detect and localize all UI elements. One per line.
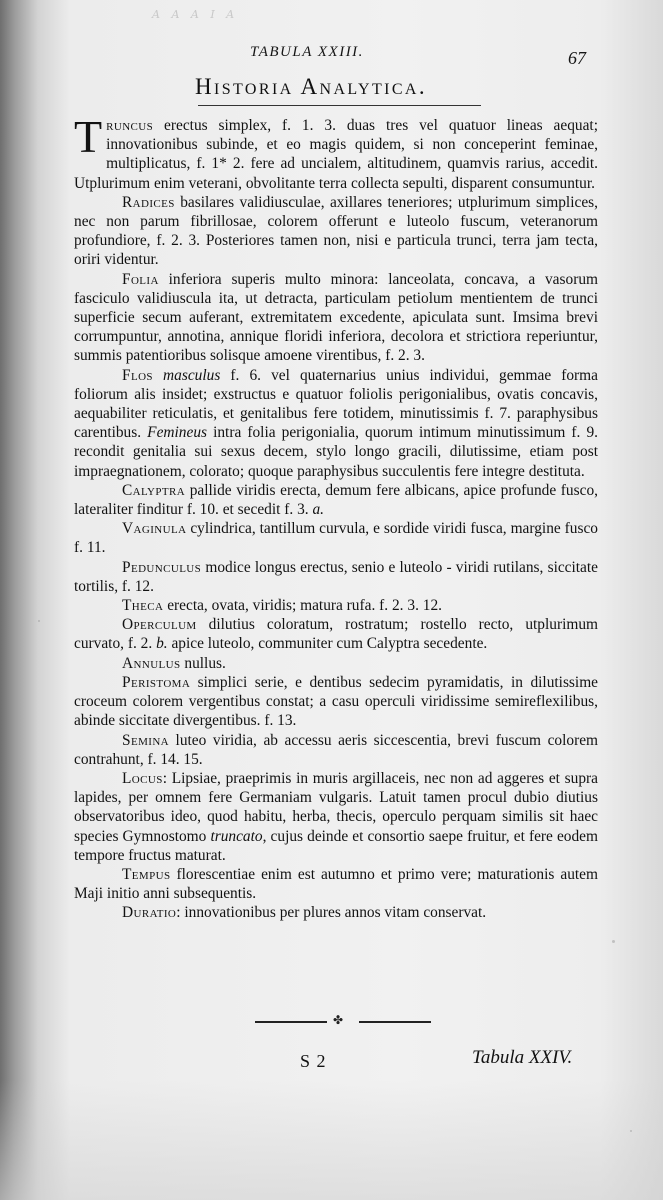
paragraph-text: intra folia perigonialia, quorum intimum minutissimum f. 9. recondit genitalia sui sexus decem, stylo longo gracili, dilutissime, etiam post impraegnationem, colorato; quoque paraphysibus succulentis fere integre destituta. [74, 424, 598, 480]
bleed-through-text: Α Α Α Ι Α [152, 8, 239, 21]
italic-text: b. [156, 635, 168, 653]
page-shadow [0, 1080, 663, 1200]
italic-text: truncato [210, 827, 263, 845]
paragraph-text: inferiora superis multo minora: lanceolata, concava, a vasorum fasciculo validiuscula ita, ut detracta, particulam petiolum mentientem de trunci superficie secum auferant, extremitatem excedente, apiculata sunt. Imsima brevi corrumpuntur, annotina, annique floridi inferiora, decolora et strictiora reperiuntur, summis patentioribus solisque amoene virentibus, f. 2. 3. [74, 270, 598, 365]
paragraph-text: , cujus deinde et consortio saepe fruitur, et fere eodem tempore fructus maturat. [74, 827, 598, 864]
italic-text: a. [312, 501, 325, 519]
section-title: Historia Analytica. [195, 74, 428, 99]
running-head: TABULA XXIII. [250, 44, 364, 60]
paragraph [74, 193, 598, 270]
paragraph-text: apice luteolo, communiter cum Calyptra secedente. [167, 635, 488, 653]
paragraph-text: f. 6. vel quaternarius unius individui, gemmae forma foliorum alis insidet; exstructus e quatuor foliolis perigonialibus, ovatis concavis, aequabiliter reticulatis, et genitalibus fere totidem, minutissimis f. 7. paraphysibus carentibus. [74, 366, 598, 442]
paragraph-text: modice longus erectus, senio e luteolo - viridi rutilans, siccitate tortilis, f. 12. [74, 558, 598, 595]
italic-text: masculus [163, 366, 221, 384]
paragraph [74, 558, 598, 596]
ornament-bar-left [255, 1021, 327, 1023]
paragraph-lead-word: Tempus [122, 865, 171, 883]
paragraph-text: : Lipsiae, praeprimis in muris argillaceis, nec non ad aggeres et supra lapides, per omnem fere Germaniam vulgaris. Latuit tamen procul dubio diutius observatoribus ideo, quod habitu, herba, thecis, operculo perquam similis sit haec species Gymnostomo [74, 769, 598, 845]
paragraph-text: cylindrica, tantillum curvula, e sordide viridi fusca, margine fusco f. 11. [74, 520, 598, 557]
paragraph-text: pallide viridis erecta, demum fere albicans, apice profunde fusco, lateraliter finditur f. 10. et secedit f. 3. [74, 481, 598, 519]
title-rule [198, 105, 481, 106]
paragraph-lead-word: Theca [122, 597, 164, 615]
paper-speck [630, 1130, 632, 1132]
paragraph [74, 270, 598, 366]
paragraph-lead-word: Calyptra [122, 481, 186, 499]
page-number: 67 [568, 48, 586, 68]
paragraph-lead-word: Locus [122, 769, 163, 787]
paragraph-lead-word: Pedunculus [122, 558, 202, 576]
paragraph-text: basilares validiusculae, axillares teneriores; utplurimum simplices, nec non parum fibrillosae, colorem offerunt e luteolo fuscum, veteranorum profundiore, f. 2. 3. Posteriores tamen non, nisi e particula trunci, terra jam tecta, oriri videntur. [74, 193, 598, 269]
italic-text: Femineus [147, 424, 208, 442]
drop-cap: T [74, 111, 103, 162]
paragraph-lead-word: Semina [122, 731, 170, 749]
paragraph [74, 519, 598, 557]
tailpiece-ornament [255, 1013, 431, 1027]
paragraph-lead-word: Flos [122, 366, 153, 384]
paragraph-lead-word: Folia [122, 270, 159, 288]
paragraph [74, 481, 598, 519]
paragraph-text [153, 367, 163, 384]
paragraph [74, 673, 598, 731]
paragraph [74, 865, 598, 903]
signature-mark: S 2 [300, 1051, 327, 1071]
paragraph [74, 366, 598, 481]
paragraph [74, 731, 598, 769]
paragraph [74, 615, 598, 653]
paragraph-lead-word: Duratio [122, 904, 177, 922]
paragraph-lead-word: Annulus [122, 654, 181, 672]
paragraph-text: : innovationibus per plures annos vitam conservat. [176, 904, 487, 922]
paragraph [74, 596, 598, 615]
paragraph-text: nullus. [180, 654, 226, 672]
paragraph-text: florescentiae enim est autumno et primo vere; maturationis autem Maji initio anni subsequentis. [74, 865, 598, 903]
paragraph [74, 111, 598, 193]
paragraph-text: simplici serie, e dentibus sedecim pyramidatis, in dilutissime croceum colorem vergentibus constat; a casu operculi viridissime semireflexilibus, abinde siccitate divergentibus. f. 13. [74, 673, 598, 730]
paper-speck [38, 620, 40, 622]
paragraph-text: erectus simplex, f. 1. 3. duas tres vel quatuor lineas aequat; innovationibus subinde, et eo magis quidem, si non conceperint feminae, multiplicatus, f. 1* 2. fere ad uncialem, altitudinem, quamvis rarius, accedit. Utplurimum enim veterani, obvolitante terra collecta sepulti, disparent consumuntur. [74, 117, 598, 192]
paragraph-text: erecta, ovata, viridis; matura rufa. f. 2. 3. 12. [163, 597, 442, 615]
paragraph-lead-word: Vaginula [122, 520, 187, 538]
paragraph-lead-word: Radices [122, 193, 175, 211]
paper-speck [612, 940, 615, 943]
paragraph-lead-word: Peristoma [122, 673, 191, 691]
paragraph-lead-word: Operculum [122, 616, 197, 634]
ornament-bar-right [359, 1021, 431, 1023]
paragraph-lead-word: runcus [106, 117, 154, 134]
body-text [74, 111, 598, 923]
paragraph [74, 903, 598, 922]
paragraph [74, 654, 598, 673]
ornament-flourish-icon: ✤ [333, 1013, 344, 1027]
catchword: Tabula XXIV. [472, 1047, 573, 1068]
paragraph-text: luteo viridia, ab accessu aeris siccescentia, brevi fuscum colorem contrahunt, f. 14. 15. [74, 731, 598, 768]
paragraph-text: dilutius coloratum, rostratum; rostello recto, utplurimum curvato, f. 2. [74, 616, 598, 653]
paragraph [74, 769, 598, 865]
